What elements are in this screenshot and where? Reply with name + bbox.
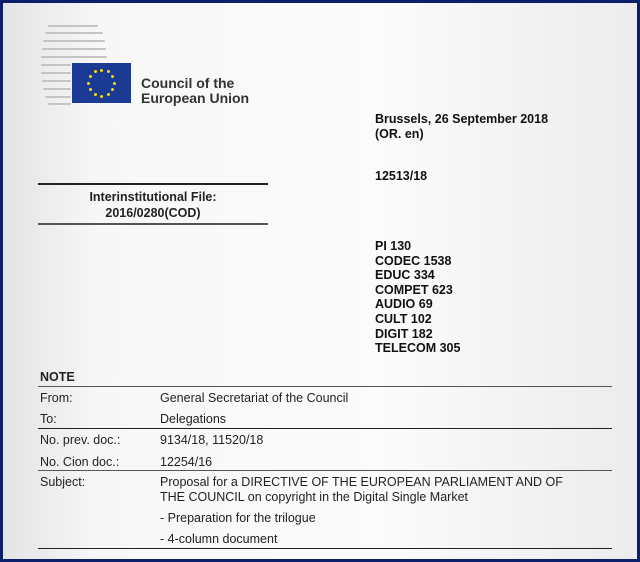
star-icon	[100, 69, 103, 72]
star-icon	[94, 70, 97, 73]
cion-doc-label: No. Cion doc.:	[40, 455, 120, 469]
code: COMPET 623	[375, 282, 453, 297]
from-label: From:	[40, 391, 73, 405]
subject-line4: - 4-column document	[160, 532, 278, 546]
star-icon	[111, 88, 114, 91]
code: PI 130	[375, 239, 412, 253]
document-page	[3, 3, 637, 559]
star-icon	[107, 70, 110, 73]
divider	[38, 386, 612, 387]
prev-doc-label: No. prev. doc.:	[40, 433, 121, 447]
org-line1: Council of the	[141, 75, 235, 91]
classification-codes	[375, 239, 460, 356]
divider	[38, 470, 612, 471]
doc-number: 12513/18	[375, 169, 428, 183]
divider	[38, 428, 612, 429]
subject-line2: THE COUNCIL on copyright in the Digital Single Market	[160, 490, 468, 504]
subject-line3: - Preparation for the trilogue	[160, 511, 316, 525]
place-date: Brussels, 26 September 2018	[375, 112, 549, 126]
cion-doc-value: 12254/16	[160, 455, 213, 469]
code: AUDIO 69	[375, 297, 433, 312]
star-icon	[113, 82, 116, 85]
interinstitutional-label: Interinstitutional File:	[89, 190, 217, 204]
divider	[38, 183, 268, 185]
code: EDUC 334	[375, 268, 435, 283]
divider	[38, 223, 268, 225]
eu-flag-icon	[72, 63, 131, 103]
star-icon	[89, 88, 92, 91]
star-icon	[111, 75, 114, 78]
star-icon	[94, 93, 97, 96]
subject-value	[160, 475, 563, 547]
to-label: To:	[40, 412, 57, 426]
divider	[38, 548, 612, 549]
subject-label: Subject:	[40, 475, 86, 489]
prev-doc-value: 9134/18, 11520/18	[160, 433, 264, 447]
subject-line1: Proposal for a DIRECTIVE OF THE EUROPEAN PARLIAMENT AND OF	[160, 475, 563, 489]
from-value: General Secretariat of the Council	[160, 391, 349, 405]
interinstitutional-value: 2016/0280(COD)	[105, 206, 201, 220]
note-title: NOTE	[40, 370, 75, 384]
star-icon	[107, 93, 110, 96]
code: DIGIT 182	[375, 326, 433, 341]
code: CODEC 1538	[375, 253, 452, 268]
code: CULT 102	[375, 311, 432, 326]
star-icon	[89, 75, 92, 78]
star-icon	[87, 82, 90, 85]
language: (OR. en)	[375, 127, 424, 141]
code: TELECOM 305	[375, 341, 461, 356]
to-value: Delegations	[160, 412, 227, 426]
star-icon	[100, 95, 103, 98]
header-block	[375, 112, 548, 142]
organization-name	[141, 76, 249, 106]
interinstitutional-file	[38, 189, 268, 221]
org-line2: European Union	[141, 90, 250, 106]
